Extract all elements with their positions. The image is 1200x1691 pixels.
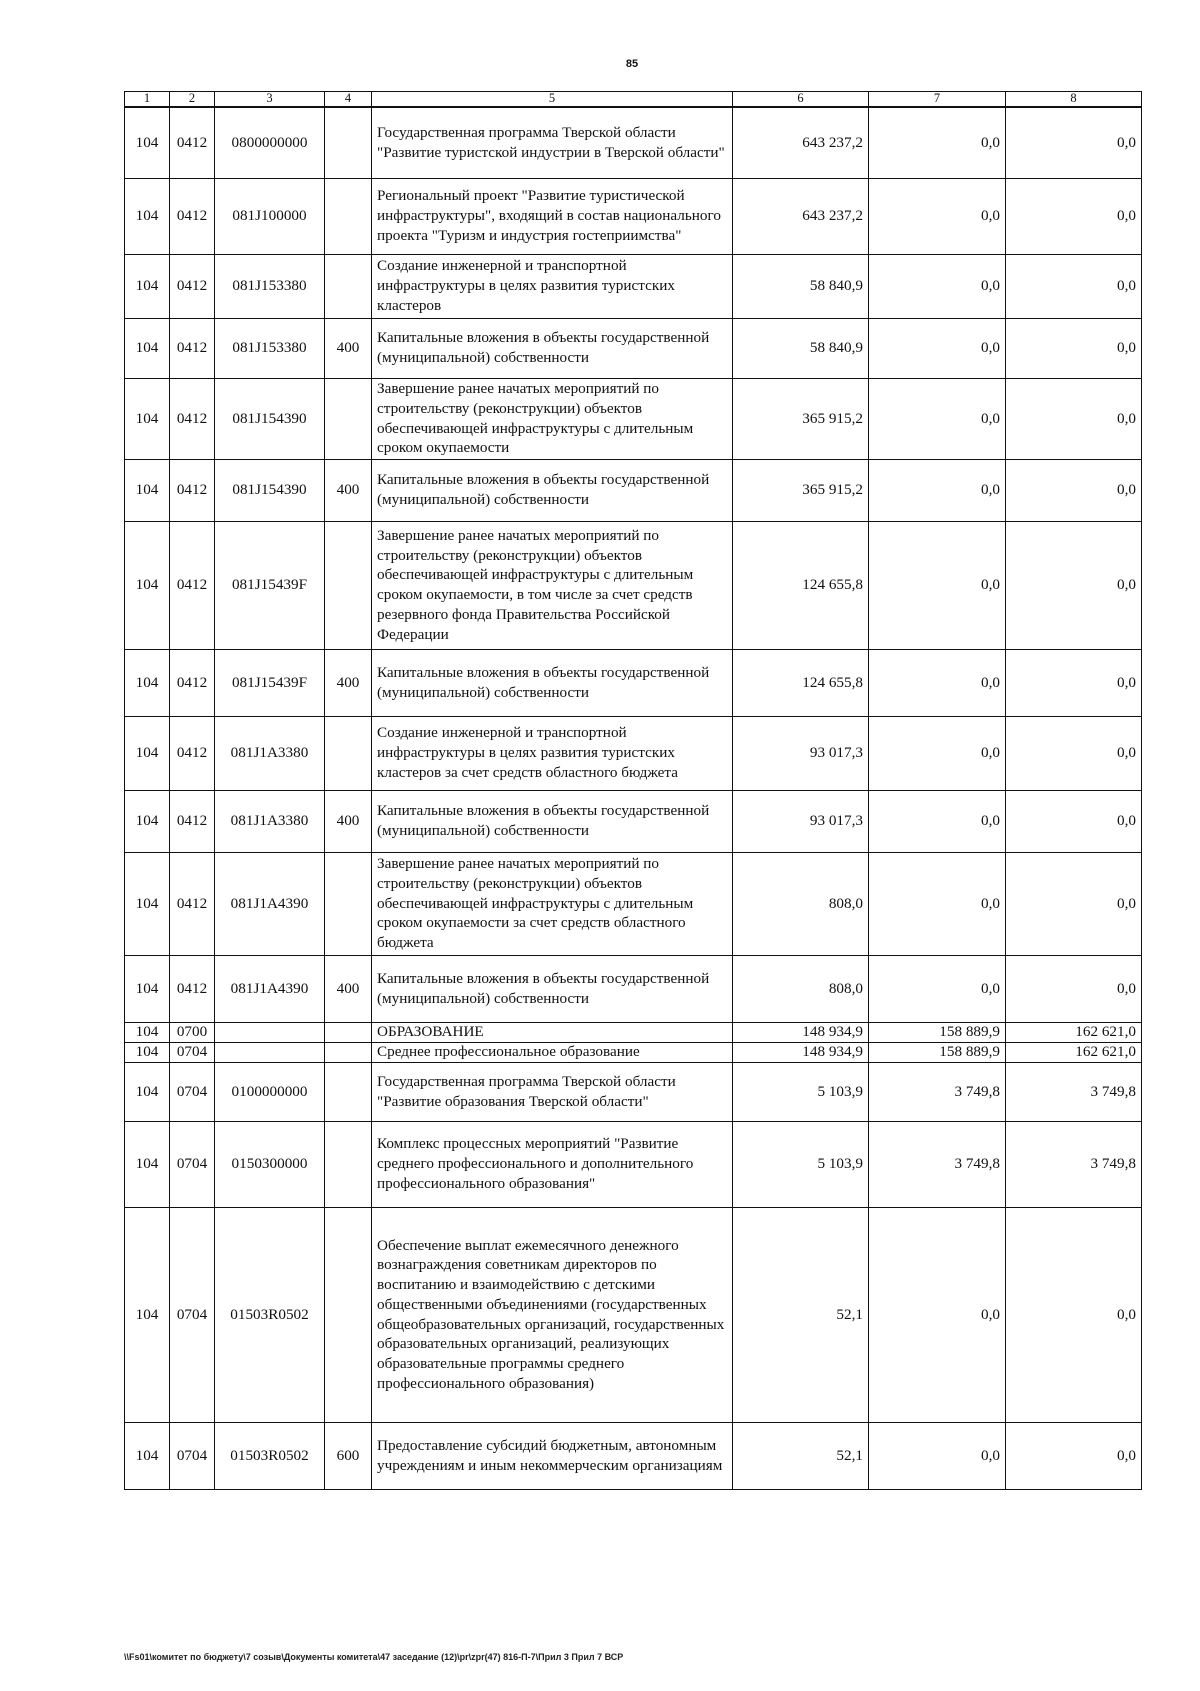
row-name: Государственная программа Тверской области "Развитие туристской индустрии в Тверской области" xyxy=(372,107,733,178)
row-col-3: 081J1A4390 xyxy=(215,852,325,955)
row-col-1: 104 xyxy=(125,178,170,254)
row-col-2: 0412 xyxy=(170,716,215,790)
row-value-7: 0,0 xyxy=(869,459,1006,521)
row-value-8: 0,0 xyxy=(1006,852,1142,955)
budget-table xyxy=(124,91,1142,1490)
row-col-2: 0704 xyxy=(170,1207,215,1422)
table-row xyxy=(125,1422,1142,1489)
row-col-4 xyxy=(325,254,372,318)
table-row xyxy=(125,1207,1142,1422)
row-value-8: 0,0 xyxy=(1006,1422,1142,1489)
row-col-4: 400 xyxy=(325,649,372,716)
row-value-6: 365 915,2 xyxy=(733,378,869,459)
row-value-6: 643 237,2 xyxy=(733,107,869,178)
row-col-3: 081J1A4390 xyxy=(215,955,325,1022)
row-col-1: 104 xyxy=(125,1042,170,1062)
row-value-6: 643 237,2 xyxy=(733,178,869,254)
row-col-4 xyxy=(325,1062,372,1121)
row-value-8: 3 749,8 xyxy=(1006,1121,1142,1207)
row-col-1: 104 xyxy=(125,649,170,716)
row-col-1: 104 xyxy=(125,852,170,955)
row-value-8: 162 621,0 xyxy=(1006,1022,1142,1042)
row-value-6: 52,1 xyxy=(733,1207,869,1422)
row-col-2: 0704 xyxy=(170,1121,215,1207)
row-col-1: 104 xyxy=(125,1022,170,1042)
row-value-8: 0,0 xyxy=(1006,790,1142,852)
table-body xyxy=(125,107,1142,1489)
row-col-4 xyxy=(325,178,372,254)
row-value-7: 158 889,9 xyxy=(869,1022,1006,1042)
row-value-6: 808,0 xyxy=(733,852,869,955)
row-value-8: 0,0 xyxy=(1006,178,1142,254)
row-col-2: 0700 xyxy=(170,1022,215,1042)
row-col-1: 104 xyxy=(125,1121,170,1207)
row-col-4: 400 xyxy=(325,790,372,852)
row-value-6: 365 915,2 xyxy=(733,459,869,521)
row-value-7: 0,0 xyxy=(869,1422,1006,1489)
row-name: Капитальные вложения в объекты государственной (муниципальной) собственности xyxy=(372,459,733,521)
row-col-2: 0412 xyxy=(170,521,215,649)
row-value-6: 58 840,9 xyxy=(733,318,869,378)
row-col-4 xyxy=(325,378,372,459)
row-col-1: 104 xyxy=(125,716,170,790)
row-col-4 xyxy=(325,1207,372,1422)
table-header-row xyxy=(125,92,1142,108)
table-row xyxy=(125,107,1142,178)
footer-file-path: \\Fs01\комитет по бюджету\7 созыв\Документы комитета\47 заседание (12)\pr\zpr(47) 816-П-7\Прил 3 Прил 7 ВСР xyxy=(124,1652,624,1662)
row-col-2: 0412 xyxy=(170,378,215,459)
row-col-3: 01503R0502 xyxy=(215,1422,325,1489)
row-name: Завершение ранее начатых мероприятий по строительству (реконструкции) объектов обеспечивающей инфраструктуры с длительным сроком окупаемости, в том числе за счет средств резервного фонда Правительства Российской Федерации xyxy=(372,521,733,649)
row-value-8: 0,0 xyxy=(1006,318,1142,378)
row-value-6: 808,0 xyxy=(733,955,869,1022)
row-col-1: 104 xyxy=(125,1422,170,1489)
row-value-8: 0,0 xyxy=(1006,254,1142,318)
row-value-8: 3 749,8 xyxy=(1006,1062,1142,1121)
row-col-4: 400 xyxy=(325,318,372,378)
column-header-7: 7 xyxy=(869,92,1006,108)
row-value-7: 0,0 xyxy=(869,1207,1006,1422)
table-row xyxy=(125,254,1142,318)
row-name: Завершение ранее начатых мероприятий по строительству (реконструкции) объектов обеспечивающей инфраструктуры с длительным сроком окупаемости за счет средств областного бюджета xyxy=(372,852,733,955)
row-col-2: 0412 xyxy=(170,790,215,852)
row-col-2: 0412 xyxy=(170,254,215,318)
row-col-4 xyxy=(325,1042,372,1062)
row-value-7: 0,0 xyxy=(869,716,1006,790)
row-value-6: 124 655,8 xyxy=(733,649,869,716)
row-value-8: 0,0 xyxy=(1006,378,1142,459)
row-name: Капитальные вложения в объекты государственной (муниципальной) собственности xyxy=(372,955,733,1022)
row-col-4: 600 xyxy=(325,1422,372,1489)
row-col-3: 081J15439F xyxy=(215,649,325,716)
row-col-3: 081J153380 xyxy=(215,318,325,378)
column-header-4: 4 xyxy=(325,92,372,108)
row-value-8: 162 621,0 xyxy=(1006,1042,1142,1062)
row-value-6: 5 103,9 xyxy=(733,1121,869,1207)
table-row xyxy=(125,1022,1142,1042)
table-row xyxy=(125,318,1142,378)
table-row xyxy=(125,1121,1142,1207)
row-col-3: 081J1A3380 xyxy=(215,716,325,790)
row-value-7: 0,0 xyxy=(869,790,1006,852)
row-value-7: 158 889,9 xyxy=(869,1042,1006,1062)
row-name: Комплекс процессных мероприятий "Развитие среднего профессионального и дополнительного профессионального образования" xyxy=(372,1121,733,1207)
row-col-2: 0412 xyxy=(170,459,215,521)
row-value-7: 0,0 xyxy=(869,254,1006,318)
row-value-8: 0,0 xyxy=(1006,107,1142,178)
row-value-6: 124 655,8 xyxy=(733,521,869,649)
row-value-7: 3 749,8 xyxy=(869,1121,1006,1207)
row-col-3: 081J154390 xyxy=(215,459,325,521)
row-value-6: 148 934,9 xyxy=(733,1042,869,1062)
row-value-8: 0,0 xyxy=(1006,1207,1142,1422)
row-col-3: 081J1A3380 xyxy=(215,790,325,852)
row-name: Региональный проект "Развитие туристической инфраструктуры", входящий в состав национального проекта "Туризм и индустрия гостеприимства" xyxy=(372,178,733,254)
row-name: Капитальные вложения в объекты государственной (муниципальной) собственности xyxy=(372,318,733,378)
row-col-4 xyxy=(325,521,372,649)
row-value-7: 0,0 xyxy=(869,955,1006,1022)
column-header-8: 8 xyxy=(1006,92,1142,108)
row-col-1: 104 xyxy=(125,459,170,521)
row-col-2: 0704 xyxy=(170,1042,215,1062)
row-value-7: 0,0 xyxy=(869,107,1006,178)
row-col-3: 0150300000 xyxy=(215,1121,325,1207)
row-value-7: 0,0 xyxy=(869,521,1006,649)
row-name: Среднее профессиональное образование xyxy=(372,1042,733,1062)
row-name: Капитальные вложения в объекты государственной (муниципальной) собственности xyxy=(372,649,733,716)
row-col-2: 0412 xyxy=(170,107,215,178)
table-row xyxy=(125,1062,1142,1121)
row-value-6: 93 017,3 xyxy=(733,790,869,852)
column-header-3: 3 xyxy=(215,92,325,108)
row-col-3: 01503R0502 xyxy=(215,1207,325,1422)
column-header-6: 6 xyxy=(733,92,869,108)
row-col-1: 104 xyxy=(125,378,170,459)
row-col-3: 081J100000 xyxy=(215,178,325,254)
row-col-1: 104 xyxy=(125,254,170,318)
row-col-4: 400 xyxy=(325,955,372,1022)
row-col-4: 400 xyxy=(325,459,372,521)
table-row xyxy=(125,1042,1142,1062)
row-col-1: 104 xyxy=(125,790,170,852)
page-number: 85 xyxy=(625,58,639,70)
row-value-6: 5 103,9 xyxy=(733,1062,869,1121)
table-row xyxy=(125,790,1142,852)
row-name: Государственная программа Тверской области "Развитие образования Тверской области" xyxy=(372,1062,733,1121)
row-value-8: 0,0 xyxy=(1006,521,1142,649)
row-value-7: 0,0 xyxy=(869,852,1006,955)
table-row xyxy=(125,521,1142,649)
row-col-3: 081J15439F xyxy=(215,521,325,649)
column-header-1: 1 xyxy=(125,92,170,108)
row-name: Обеспечение выплат ежемесячного денежного вознаграждения советникам директоров по воспитанию и взаимодействию с детскими общественными объединениями (государственных общеобразовательных организаций, государственных образовательных организаций, реализующих образовательные программы среднего профессионального образования) xyxy=(372,1207,733,1422)
row-name: ОБРАЗОВАНИЕ xyxy=(372,1022,733,1042)
row-name: Капитальные вложения в объекты государственной (муниципальной) собственности xyxy=(372,790,733,852)
row-col-4 xyxy=(325,1121,372,1207)
row-value-8: 0,0 xyxy=(1006,955,1142,1022)
row-name: Создание инженерной и транспортной инфраструктуры в целях развития туристских кластеров xyxy=(372,254,733,318)
row-value-6: 93 017,3 xyxy=(733,716,869,790)
row-value-7: 0,0 xyxy=(869,378,1006,459)
row-col-4 xyxy=(325,716,372,790)
row-col-1: 104 xyxy=(125,107,170,178)
row-value-8: 0,0 xyxy=(1006,459,1142,521)
table-row xyxy=(125,852,1142,955)
row-col-3: 081J154390 xyxy=(215,378,325,459)
table-row xyxy=(125,378,1142,459)
row-value-8: 0,0 xyxy=(1006,649,1142,716)
row-col-2: 0412 xyxy=(170,178,215,254)
row-col-2: 0704 xyxy=(170,1422,215,1489)
row-col-2: 0412 xyxy=(170,955,215,1022)
row-col-1: 104 xyxy=(125,521,170,649)
row-col-3: 0100000000 xyxy=(215,1062,325,1121)
row-col-4 xyxy=(325,1022,372,1042)
row-name: Предоставление субсидий бюджетным, автономным учреждениям и иным некоммерческим организациям xyxy=(372,1422,733,1489)
row-col-2: 0412 xyxy=(170,649,215,716)
table-row xyxy=(125,649,1142,716)
table-row xyxy=(125,178,1142,254)
row-col-3 xyxy=(215,1042,325,1062)
row-col-4 xyxy=(325,107,372,178)
row-value-8: 0,0 xyxy=(1006,716,1142,790)
table-row xyxy=(125,955,1142,1022)
row-value-6: 58 840,9 xyxy=(733,254,869,318)
row-col-4 xyxy=(325,852,372,955)
row-col-2: 0412 xyxy=(170,852,215,955)
column-header-2: 2 xyxy=(170,92,215,108)
table-row xyxy=(125,716,1142,790)
row-name: Завершение ранее начатых мероприятий по строительству (реконструкции) объектов обеспечивающей инфраструктуры с длительным сроком окупаемости xyxy=(372,378,733,459)
table-row xyxy=(125,459,1142,521)
row-col-2: 0412 xyxy=(170,318,215,378)
row-value-6: 52,1 xyxy=(733,1422,869,1489)
row-value-7: 3 749,8 xyxy=(869,1062,1006,1121)
row-col-1: 104 xyxy=(125,955,170,1022)
row-value-7: 0,0 xyxy=(869,318,1006,378)
row-col-1: 104 xyxy=(125,1207,170,1422)
row-value-6: 148 934,9 xyxy=(733,1022,869,1042)
row-col-3: 081J153380 xyxy=(215,254,325,318)
row-col-1: 104 xyxy=(125,318,170,378)
row-name: Создание инженерной и транспортной инфраструктуры в целях развития туристских кластеров за счет средств областного бюджета xyxy=(372,716,733,790)
row-value-7: 0,0 xyxy=(869,178,1006,254)
row-col-3 xyxy=(215,1022,325,1042)
row-value-7: 0,0 xyxy=(869,649,1006,716)
row-col-1: 104 xyxy=(125,1062,170,1121)
column-header-5: 5 xyxy=(372,92,733,108)
row-col-2: 0704 xyxy=(170,1062,215,1121)
row-col-3: 0800000000 xyxy=(215,107,325,178)
